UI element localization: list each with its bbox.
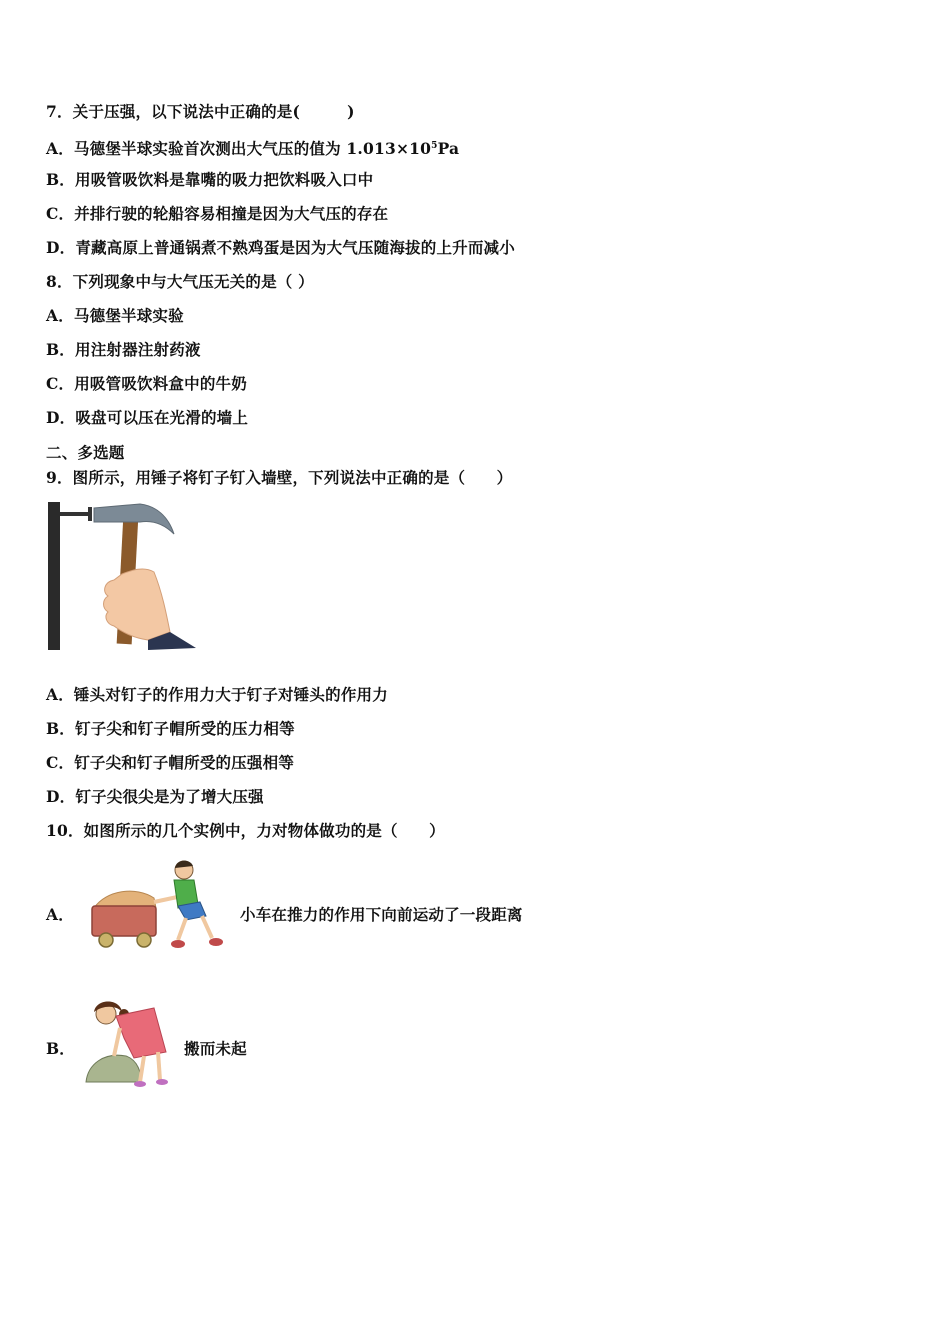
q7-option-c: C．并排行驶的轮船容易相撞是因为大气压的存在 [46, 204, 389, 223]
boy-pushing-cart-figure [86, 856, 232, 952]
q9-option-a: A．锤头对钉子的作用力大于钉子对锤头的作用力 [46, 685, 388, 704]
cart-wheel [137, 933, 151, 947]
q7-option-a-text: A．马德堡半球实验首次测出大气压的值为 1.013×10 [46, 139, 432, 158]
boy-leg [178, 918, 186, 940]
boy-shoe [209, 938, 223, 946]
q10-option-a-label: A． [46, 905, 74, 924]
girl-leg [140, 1056, 144, 1082]
cart-wheel [99, 933, 113, 947]
q7-stem: 7．关于压强，以下说法中正确的是( ) [46, 102, 355, 121]
q7-option-b: B．用吸管吸饮料是靠嘴的吸力把饮料吸入口中 [46, 170, 374, 189]
q8-option-d: D．吸盘可以压在光滑的墙上 [46, 408, 249, 427]
nail-body [60, 512, 90, 516]
girl-dress [116, 1008, 166, 1058]
q7-option-a-exponent: 5 [431, 141, 438, 151]
cart-body [92, 906, 156, 936]
girl-lifting-rock-figure [74, 994, 174, 1090]
q9-option-d: D．钉子尖很尖是为了增大压强 [46, 787, 264, 806]
q7-option-d: D．青藏高原上普通锅煮不熟鸡蛋是因为大气压随海拔的上升而减小 [46, 238, 515, 257]
girl-shoe [156, 1079, 168, 1085]
q10-stem: 10．如图所示的几个实例中，力对物体做功的是（ ） [46, 821, 445, 840]
hammer-nail-figure [44, 500, 204, 652]
q8-option-b: B．用注射器注射药液 [46, 340, 201, 359]
q9-option-c: C．钉子尖和钉子帽所受的压强相等 [46, 753, 295, 772]
q9-option-b: B．钉子尖和钉子帽所受的压力相等 [46, 719, 295, 738]
q10-option-b-text: 搬而未起 [184, 1039, 247, 1058]
boy-leg [202, 916, 212, 938]
girl-leg [158, 1052, 160, 1080]
q9-stem: 9．图所示，用锤子将钉子钉入墙壁，下列说法中正确的是（ ） [46, 468, 513, 487]
q10-option-a-text: 小车在推力的作用下向前运动了一段距离 [240, 905, 523, 924]
nail-head [88, 507, 92, 521]
q10-option-b-label: B． [46, 1039, 76, 1058]
boy-shoe [171, 940, 185, 948]
hand [104, 569, 171, 640]
girl-shoe [134, 1081, 146, 1087]
section-title: 二、多选题 [46, 443, 125, 462]
q8-option-c: C．用吸管吸饮料盒中的牛奶 [46, 374, 247, 393]
girl-arm [114, 1028, 120, 1056]
wall-bar [48, 502, 60, 650]
q8-stem: 8．下列现象中与大气压无关的是（ ） [46, 272, 314, 291]
q8-option-a: A．马德堡半球实验 [46, 306, 184, 325]
rock [86, 1055, 140, 1082]
q7-option-a [46, 136, 459, 159]
q7-option-a-unit: Pa [437, 139, 460, 158]
